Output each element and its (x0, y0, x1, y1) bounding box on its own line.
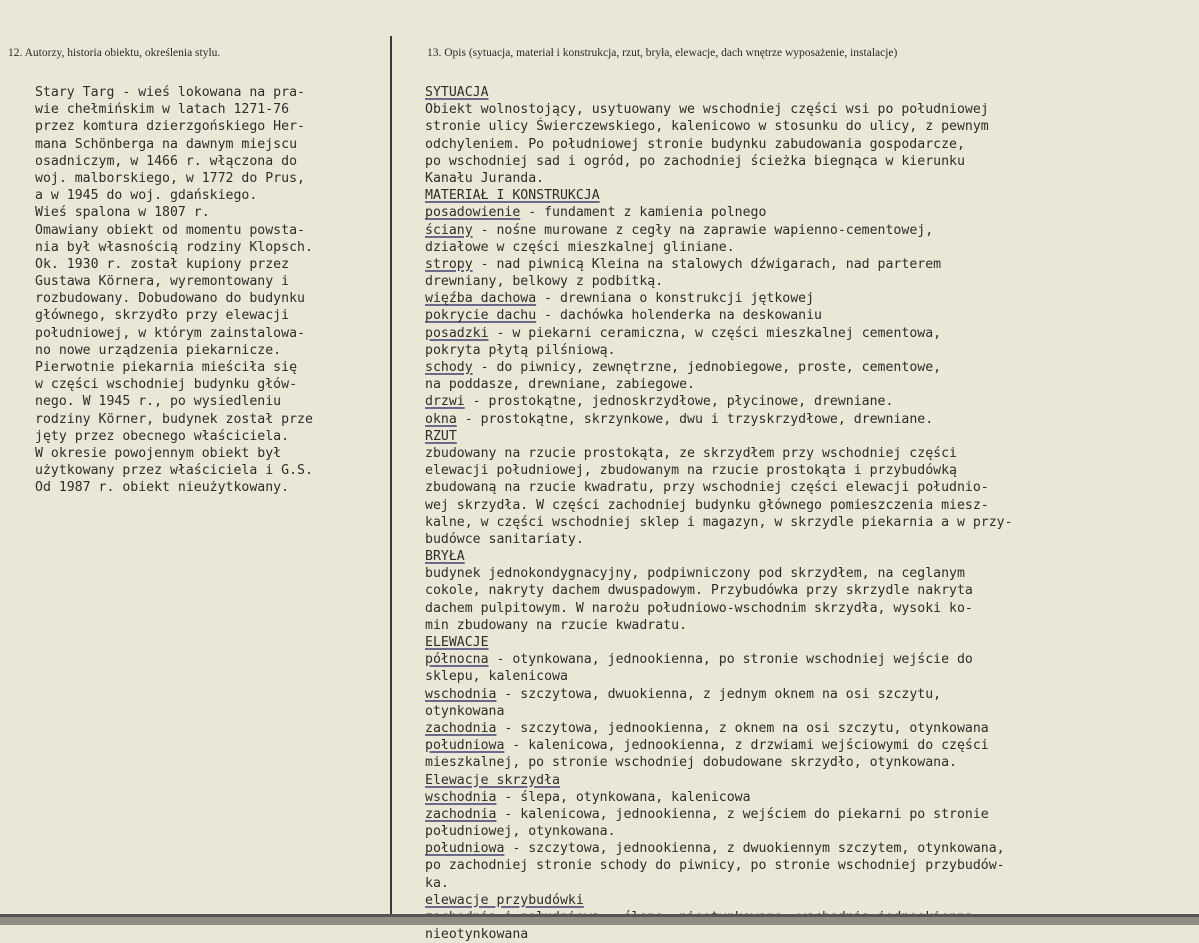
section-label: ELEWACJE (425, 635, 489, 650)
history-line: użytkowany przez właściciela i G.S. (35, 463, 313, 479)
section-label: ściany (425, 222, 473, 238)
description-text: nieotynkowana (425, 927, 529, 943)
section-label: zachodnia (425, 806, 497, 822)
description-text-column (425, 84, 1013, 943)
description-text: - do piwnicy, zewnętrzne, jednobiegowe, proste, cementowe, (472, 360, 942, 375)
description-text: otynkowana (425, 703, 505, 719)
description-text: budynek jednokondygnacyjny, podpiwniczony pod skrzydłem, na ceglanym (425, 566, 965, 582)
description-line (425, 479, 1013, 496)
description-line (425, 187, 1013, 204)
history-line: rodziny Körner, budynek został prze (35, 411, 313, 427)
description-text: - dachówka holenderka na deskowaniu (536, 308, 822, 324)
description-line (425, 651, 1013, 668)
description-text: odchyleniem. Po południowej stronie budynku zabudowania gospodarcze, (425, 136, 965, 152)
description-text: Obiekt wolnostojący, usytuowany we wschodniej części wsi po południowej (425, 102, 989, 118)
description-text: zbudowaną na rzucie kwadratu, przy wschodniej części elewacji południo- (425, 480, 989, 496)
history-line: rozbudowany. Dobudowano do budynku (35, 291, 305, 307)
section-label: MATERIAŁ I KONSTRUKCJA (425, 188, 600, 204)
description-line (425, 926, 1013, 943)
description-text: drewniany, belkowy z podbitką. (425, 274, 664, 290)
description-text: Kanału Juranda. (425, 170, 545, 186)
section-label: BRYŁA (425, 549, 465, 565)
description-line (425, 136, 1013, 153)
section-label: RZUT (425, 428, 457, 444)
description-text: mieszkalnej, po stronie wschodniej dobudowane skrzydło, otynkowana. (425, 755, 957, 771)
description-text: ka. (425, 875, 449, 891)
description-text: - w piekarni ceramiczna, w części mieszkalnej cementowa, (488, 325, 942, 341)
description-line (425, 823, 1013, 840)
description-line (425, 445, 1013, 462)
description-line (425, 600, 1013, 617)
history-line: Stary Targ - wieś lokowana na pra- (35, 85, 305, 100)
history-line: W okresie powojennym obiekt był (35, 445, 282, 461)
description-line (425, 634, 1013, 651)
description-line (425, 582, 1013, 599)
description-text: - drewniana o konstrukcji jętkowej (536, 291, 815, 307)
history-line: mana Schönberga na dawnym miejscu (35, 136, 298, 152)
history-line: Pierwotnie piekarnia mieściła się (35, 360, 298, 375)
description-line (425, 875, 1013, 892)
description-text: - kalenicowa, jednookienna, z drzwiami wejściowymi do części (504, 738, 989, 754)
section-label: posadowienie (425, 205, 521, 221)
column-divider (390, 36, 392, 916)
description-text: - kalenicowa, jednookienna, z wejściem do piekarni po stronie (496, 806, 989, 822)
section-label: zachodnia (425, 720, 497, 736)
history-line: no nowe urządzenia piekarnicze. (35, 342, 282, 358)
history-line: Ok. 1930 r. został kupiony przez (35, 256, 290, 272)
history-text-column (35, 84, 313, 497)
description-line (425, 668, 1013, 685)
description-line (425, 772, 1013, 789)
description-text: - nośne murowane z cegły na zaprawie wapienno-cementowej, (472, 222, 934, 238)
history-line: woj. malborskiego, w 1772 do Prus, (35, 170, 305, 186)
description-line (425, 789, 1013, 806)
bottom-edge (0, 917, 1199, 925)
description-text: budówce sanitariaty. (425, 531, 584, 547)
history-line: przez komtura dzierzgońskiego Her- (35, 119, 305, 135)
description-line (425, 393, 1013, 410)
description-text: - prostokątne, jednoskrzydłowe, płycinowe, drewniane. (464, 394, 894, 410)
description-line (425, 325, 1013, 342)
section-label: południowa (425, 738, 505, 754)
history-line: w części wschodniej budynku głów- (35, 377, 298, 393)
description-text: pokryta płytą pilśniową. (425, 342, 616, 358)
section-label: posadzki (425, 325, 489, 341)
description-line (425, 204, 1013, 221)
description-line (425, 307, 1013, 324)
description-line (425, 840, 1013, 857)
description-text: dachem pulpitowym. W narożu południowo-wschodnim skrzydła, wysoki ko- (425, 600, 973, 616)
description-text: działowe w części mieszkalnej gliniane. (425, 239, 735, 255)
description-line (425, 342, 1013, 359)
history-line: osadniczym, w 1466 r. włączona do (35, 153, 298, 169)
description-line (425, 531, 1013, 548)
description-text: - szczytowa, jednookienna, z dwuokiennym szczytem, otynkowana, (504, 841, 1005, 857)
description-line (425, 617, 1013, 634)
description-line (425, 720, 1013, 737)
description-text: po wschodniej sad i ogród, po zachodniej ścieżka biegnąca w kierunku (425, 153, 965, 169)
section-label: schody (425, 360, 473, 375)
description-line (425, 222, 1013, 239)
description-line (425, 376, 1013, 393)
section-label: więźba dachowa (425, 291, 537, 307)
description-line (425, 737, 1013, 754)
history-line: głównego, skrzydło przy elewacji (35, 308, 290, 324)
section-label: stropy (425, 256, 473, 272)
section-13-heading: 13. Opis (sytuacja, materiał i konstrukcja, rzut, bryła, elewacje, dach wnętrze wyposażenie, instalacje) (427, 47, 898, 59)
history-line: a w 1945 do woj. gdańskiego. (35, 188, 258, 204)
description-line (425, 857, 1013, 874)
section-label: wschodnia (425, 789, 497, 805)
history-line: Gustawa Körnera, wyremontowany i (35, 274, 290, 290)
section-label: drzwi (425, 394, 465, 410)
section-label: SYTUACJA (425, 85, 489, 100)
section-label: elewacje przybudówki (425, 892, 584, 908)
description-line (425, 256, 1013, 273)
description-text: wej skrzydła. W części zachodniej budynku głównego pomieszczenia miesz- (425, 497, 989, 513)
section-label: północna (425, 652, 489, 668)
description-line (425, 754, 1013, 771)
history-line: Wieś spalona w 1807 r. (35, 205, 210, 221)
description-text: elewacji południowej, zbudowanym na rzucie prostokąta i przybudówką (425, 463, 957, 479)
description-line (425, 892, 1013, 909)
description-text: - otynkowana, jednookienna, po stronie wschodniej wejście do (488, 652, 973, 668)
description-line (425, 411, 1013, 428)
description-text: - nad piwnicą Kleina na stalowych dźwigarach, nad parterem (472, 256, 942, 272)
description-text: - prostokątne, skrzynkowe, dwu i trzyskrzydłowe, drewniane. (456, 411, 934, 427)
description-line (425, 84, 1013, 101)
description-text: stronie ulicy Świerczewskiego, kalenicowo w stosunku do ulicy, z pewnym (425, 119, 989, 135)
description-line (425, 359, 1013, 376)
description-text: cokole, nakryty dachem dwuspadowym. Przybudówka przy skrzydle nakryta (425, 583, 973, 599)
description-text: na poddasze, drewniane, zabiegowe. (425, 377, 695, 393)
description-line (425, 273, 1013, 290)
section-label: okna (425, 411, 457, 427)
description-line (425, 514, 1013, 531)
description-line (425, 153, 1013, 170)
description-line (425, 239, 1013, 256)
description-text: południowej, otynkowana. (425, 824, 616, 840)
description-text: - ślepa, otynkowana, kalenicowa (496, 789, 751, 805)
description-text: - szczytowa, jednookienna, z oknem na osi szczytu, otynkowana (496, 720, 989, 736)
description-text: po zachodniej stronie schody do piwnicy, po stronie wschodniej przybudów- (425, 858, 1005, 874)
description-line (425, 686, 1013, 703)
section-label: południowa (425, 841, 505, 857)
description-line (425, 428, 1013, 445)
description-text: zbudowany na rzucie prostokąta, ze skrzydłem przy wschodniej części (425, 445, 957, 461)
description-line (425, 565, 1013, 582)
section-label: Elewacje skrzydła (425, 772, 560, 788)
history-line: Omawiany obiekt od momentu powsta- (35, 222, 305, 238)
description-line (425, 101, 1013, 118)
description-text: sklepu, kalenicowa (425, 669, 568, 685)
section-label: pokrycie dachu (425, 308, 537, 324)
history-line: wie chełmińskim w latach 1271-76 (35, 102, 290, 118)
description-text: min zbudowany na rzucie kwadratu. (425, 617, 688, 633)
history-line: południowej, w którym zainstalowa- (35, 325, 305, 341)
description-text: kalne, w części wschodniej sklep i magazyn, w skrzydle piekarnia a w przy- (425, 514, 1013, 530)
history-line: nego. W 1945 r., po wysiedleniu (35, 394, 282, 410)
section-label: wschodnia (425, 686, 497, 702)
description-line (425, 806, 1013, 823)
description-line (425, 118, 1013, 135)
description-line (425, 170, 1013, 187)
description-line (425, 462, 1013, 479)
history-line: jęty przez obecnego właściciela. (35, 428, 290, 444)
history-line: nia był własnością rodziny Klopsch. (35, 239, 313, 255)
description-text: - szczytowa, dwuokienna, z jednym oknem na osi szczytu, (496, 686, 942, 702)
section-12-heading: 12. Autorzy, historia obiektu, określenia stylu. (8, 47, 221, 59)
description-line (425, 703, 1013, 720)
description-text: - fundament z kamienia polnego (520, 205, 767, 221)
description-line (425, 290, 1013, 307)
description-line (425, 497, 1013, 514)
history-line: Od 1987 r. obiekt nieużytkowany. (35, 480, 290, 496)
description-line (425, 548, 1013, 565)
